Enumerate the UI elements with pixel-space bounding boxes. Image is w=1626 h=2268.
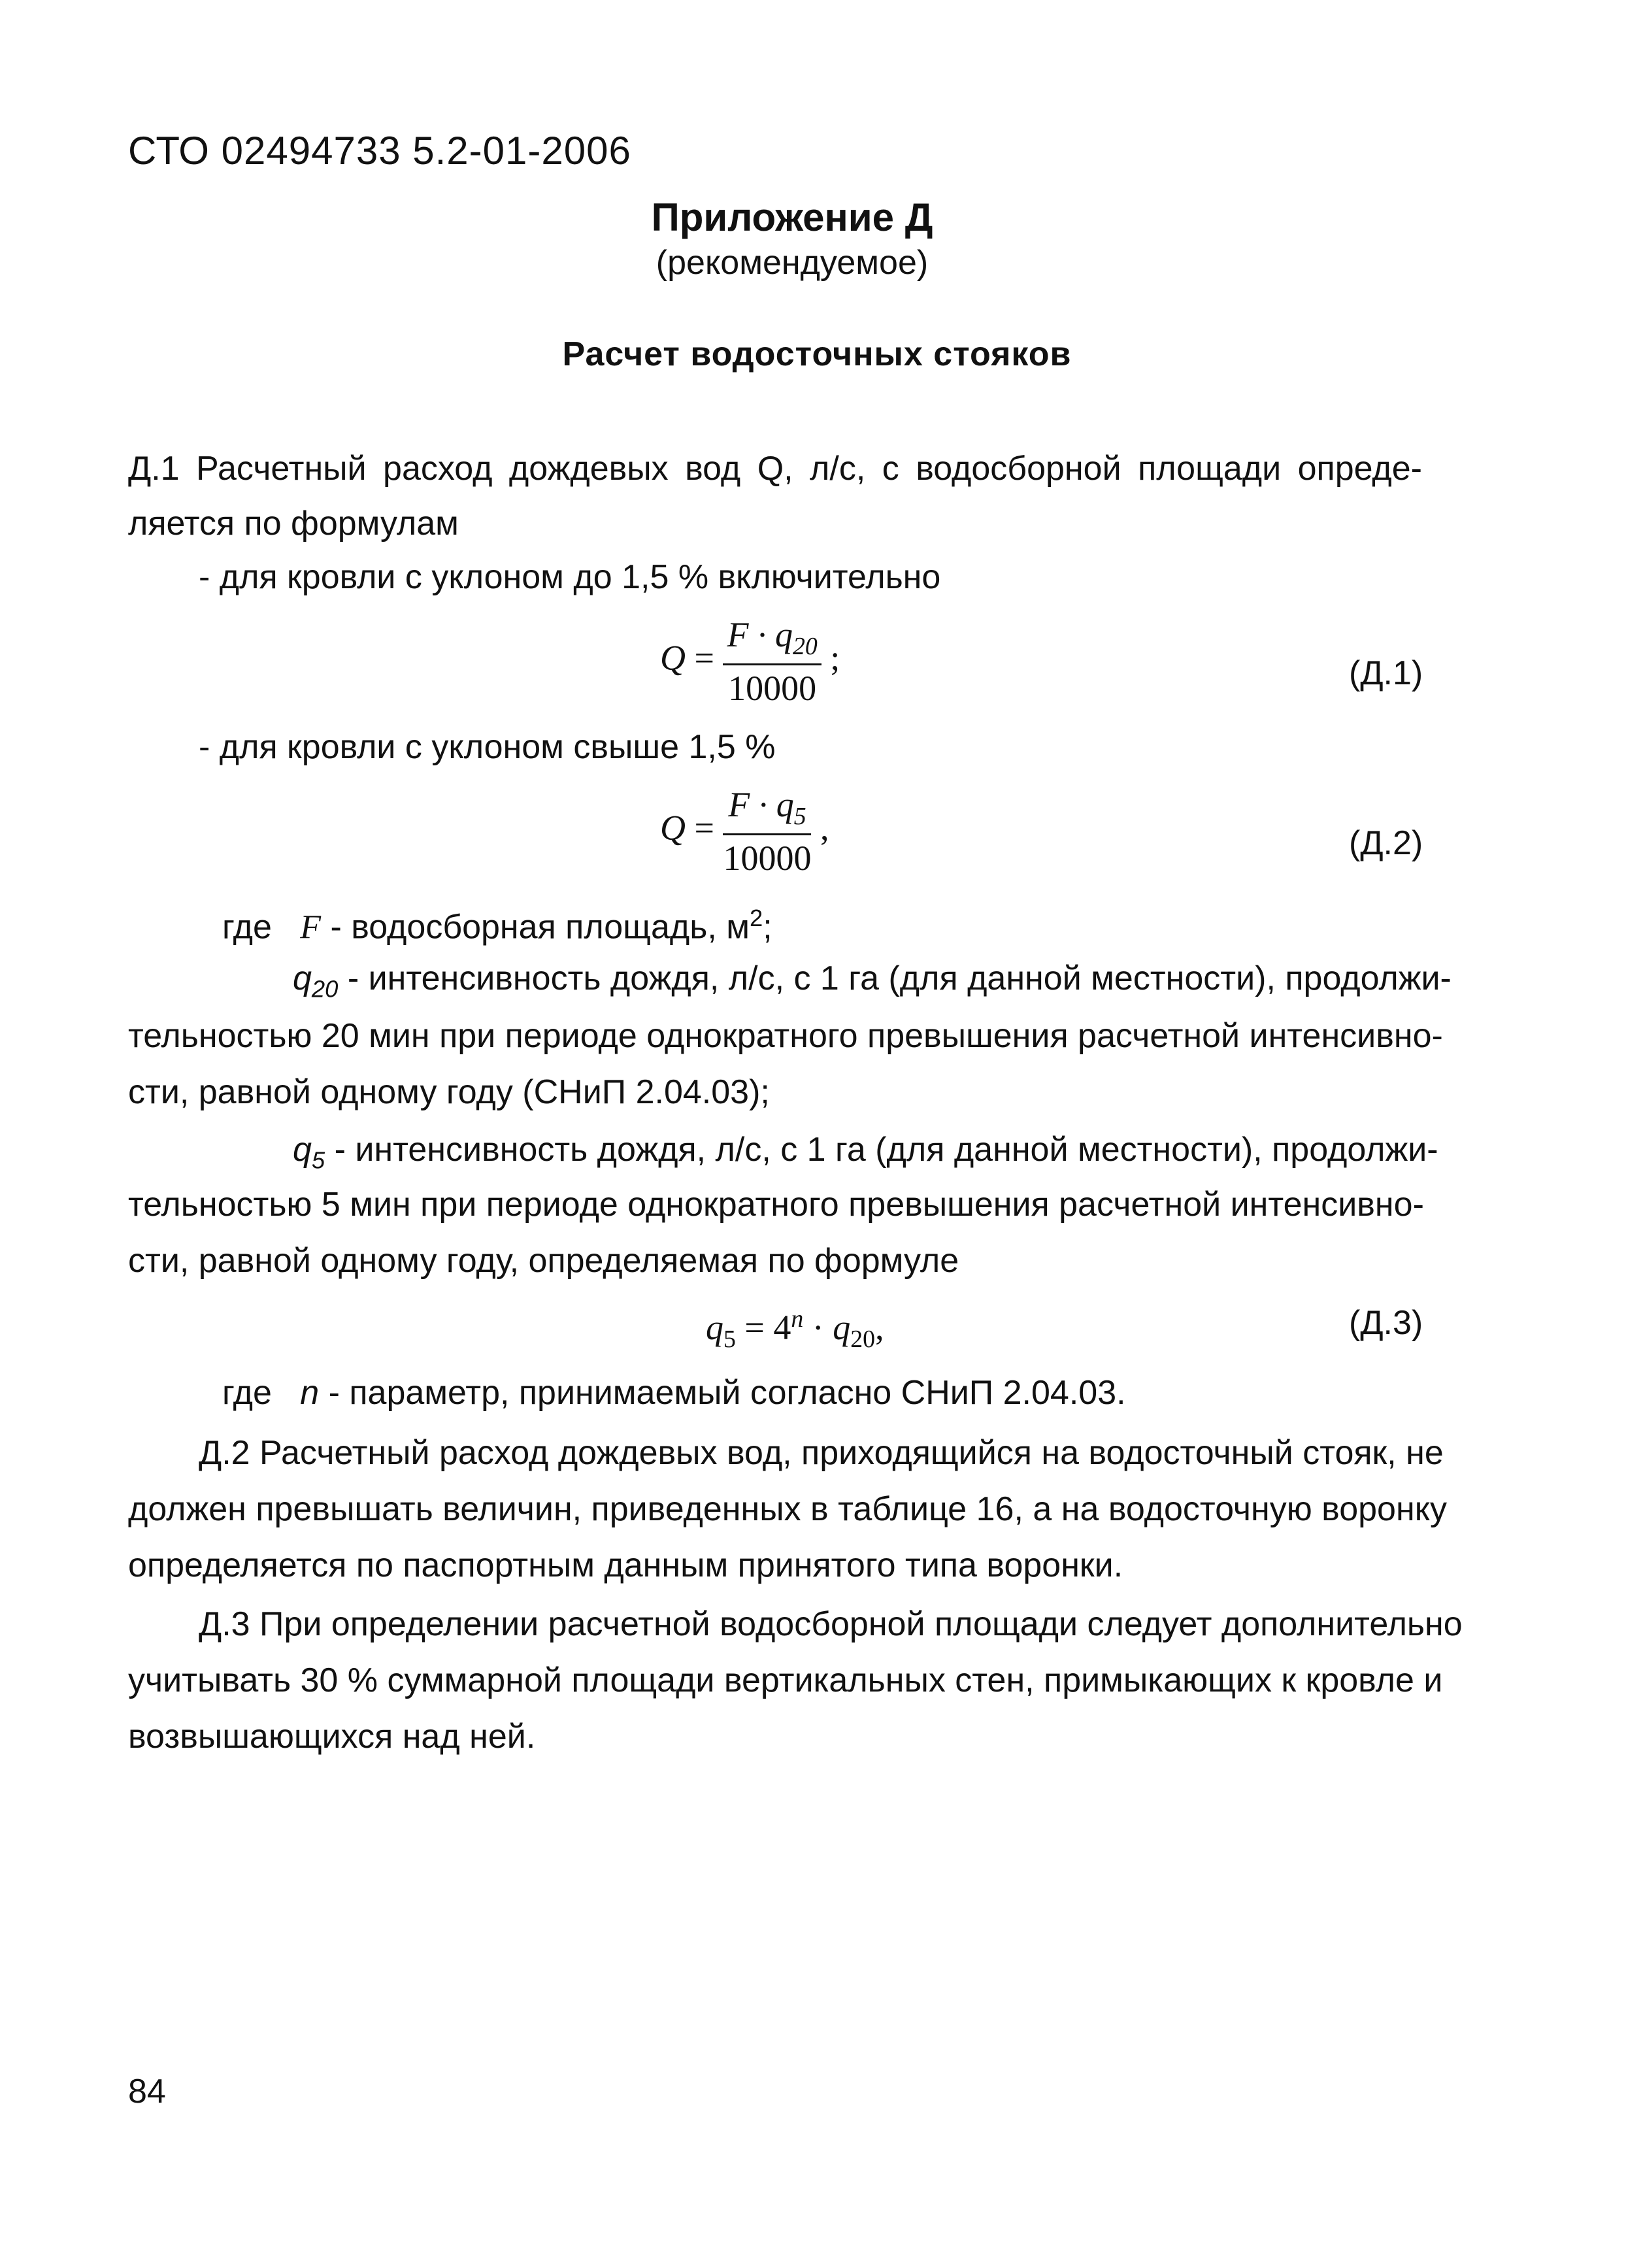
q20-sub: 20 [311, 975, 339, 1003]
eq1-tail: ; [830, 638, 840, 678]
appendix-subtitle: (рекомендуемое) [655, 244, 929, 282]
p1-line-1: Д.1 Расчетный расход дождевых вод Q, л/с, с водосборной площади опреде- [128, 450, 1422, 488]
p2-line-2: должен превышать величин, приведенных в таблице 16, а на водосточную воронку [128, 1490, 1448, 1528]
q20-line-1 [293, 958, 1452, 1009]
eq3-equals: = [744, 1308, 765, 1347]
p1-case-2: - для кровли с уклоном свыше 1,5 % [199, 728, 776, 766]
q5-line-3: сти, равной одному году, определяемая по формуле [128, 1242, 959, 1280]
where-f-text: - водосборная площадь, м [330, 908, 750, 946]
where-f-line [222, 898, 772, 948]
q5-sub: 5 [311, 1146, 325, 1174]
p3-line-3: возвышающихся над ней. [128, 1718, 536, 1756]
where-n-text: - параметр, принимаемый согласно СНиП 2.04.03. [328, 1374, 1126, 1412]
p3-line-2: учитывать 30 % суммарной площади вертикальных стен, примыкающих к кровле и [128, 1661, 1443, 1699]
where-f-label: где [222, 908, 272, 946]
equation-d3-number: (Д.3) [1349, 1304, 1423, 1342]
q20-text-1: - интенсивность дождя, л/с, с 1 га (для данной местности), продолжи- [347, 959, 1452, 997]
q20-line-3: сти, равной одному году (СНиП 2.04.03); [128, 1073, 770, 1111]
equation-d1 [660, 614, 840, 709]
q5-line-1 [293, 1129, 1438, 1180]
p2-line-3: определяется по паспортным данным принятого типа воронки. [128, 1546, 1123, 1584]
document-code: СТО 02494733 5.2-01-2006 [128, 129, 631, 173]
eq1-denominator: 10000 [728, 668, 817, 708]
eq3-lhs: q [706, 1308, 723, 1347]
q20-symbol: q [293, 959, 312, 997]
equation-d1-number: (Д.1) [1349, 654, 1423, 692]
p3-line-1: Д.3 При определении расчетной водосборной площади следует дополнительно [199, 1605, 1463, 1643]
equation-d3 [706, 1305, 884, 1354]
eq1-numerator-sub: 20 [792, 632, 818, 660]
page-number: 84 [128, 2073, 166, 2110]
eq3-lhs-sub: 5 [723, 1325, 736, 1353]
eq3-tail: , [875, 1308, 884, 1347]
eq2-lhs: Q [660, 808, 686, 848]
p2-line-1: Д.2 Расчетный расход дождевых вод, приходящийся на водосточный стояк, не [199, 1434, 1444, 1472]
q20-line-2: тельностью 20 мин при периоде однократного превышения расчетной интенсивно- [128, 1017, 1443, 1055]
where-f-sup: 2 [749, 905, 763, 931]
section-title: Расчет водосточных стояков [562, 335, 1072, 373]
where-f-tail: ; [763, 908, 772, 946]
where-n-label: где [222, 1374, 272, 1412]
equation-d2 [660, 784, 829, 878]
eq3-exp: n [791, 1305, 804, 1333]
eq3-rhs-sub: 20 [850, 1325, 876, 1353]
eq1-equals: = [694, 638, 714, 678]
eq2-numerator: F · q [728, 785, 794, 824]
where-n-var: n [300, 1374, 320, 1412]
eq3-rhs: q [833, 1308, 851, 1347]
eq2-denominator: 10000 [723, 838, 812, 878]
q5-symbol: q [293, 1131, 312, 1169]
where-n-line [222, 1373, 1126, 1413]
eq1-fraction [723, 614, 821, 709]
p1-case-1: - для кровли с уклоном до 1,5 % включительно [199, 558, 941, 596]
p1-line-2: ляется по формулам [128, 505, 459, 542]
eq3-dot: · [812, 1308, 824, 1347]
equation-d2-number: (Д.2) [1349, 824, 1423, 862]
q5-text-1: - интенсивность дождя, л/с, с 1 га (для данной местности), продолжи- [334, 1131, 1438, 1169]
eq2-equals: = [694, 808, 714, 848]
eq2-tail: , [820, 808, 829, 848]
eq3-base: 4 [773, 1308, 791, 1347]
appendix-title: Приложение Д [651, 195, 933, 239]
eq2-fraction [723, 784, 811, 878]
eq2-numerator-sub: 5 [793, 802, 806, 830]
where-f-var: F [300, 909, 322, 946]
q5-line-2: тельностью 5 мин при периоде однократного превышения расчетной интенсивно- [128, 1186, 1424, 1224]
eq1-numerator: F · q [727, 615, 793, 654]
eq1-lhs: Q [660, 638, 686, 678]
